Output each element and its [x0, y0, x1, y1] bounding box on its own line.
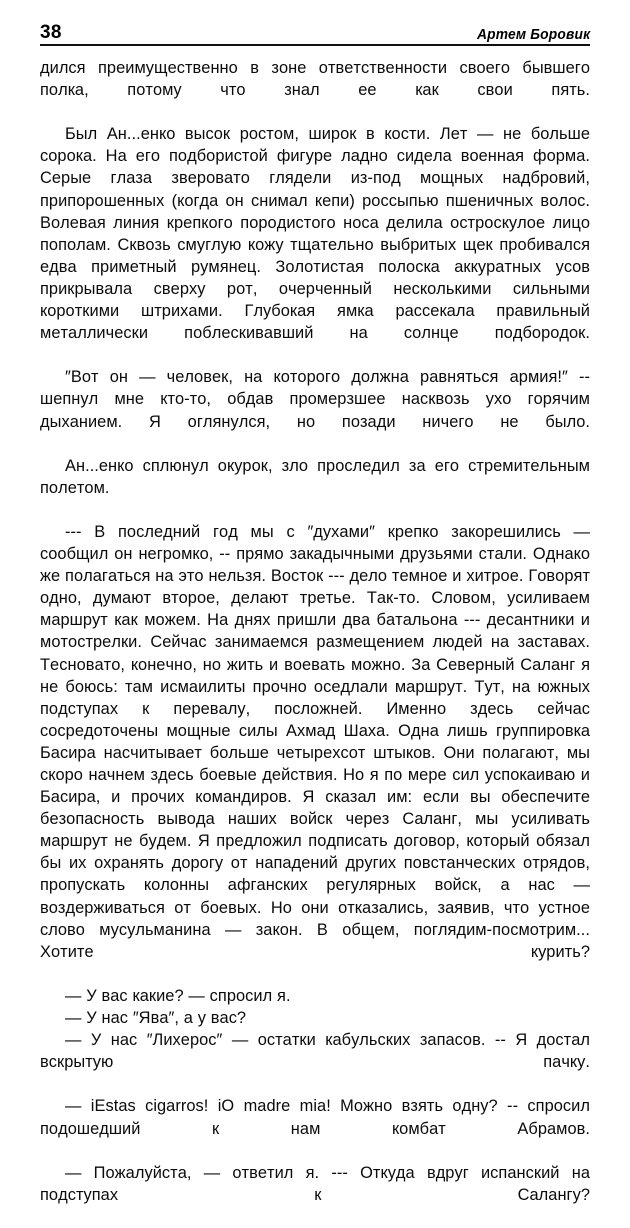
paragraph: — У вас какие? — спросил я.	[65, 986, 291, 1005]
paragraph: ″Вот он — человек, на которого должна равняться армия!″ -- шепнул мне кто-то, обдав промерзшее насквозь ухо горячим дыханием. Я оглянулся, но позади ничего не было.	[40, 368, 590, 431]
paragraph: — Пожалуйста, — ответил я. --- Откуда вдруг испанский на подступах к Салангу?	[40, 1163, 590, 1204]
header-divider	[40, 44, 590, 46]
paragraph: Был Ан...енко высок ростом, широк в кости. Лет — не больше сорока. На его подбористой фигуре ладно сидела военная форма. Серые глаза зверовато глядели из-под мощных надбровий, припорошенных (когда он снимал кепи) россыпью пшеничных волос. Волевая линия крепкого породистого носа делила остроскулое лицо пополам. Сквозь смуглую кожу тщательно выбритых щек пробивался едва приметный румянец. Золотистая полоска аккуратных усов прикрывала сверху рот, очерченный несколькими сильными короткими штрихами. Глубокая ямка рассекала правильный металлически поблескивавший на солнце подбородок.	[40, 125, 590, 343]
page-number: 38	[40, 22, 62, 43]
paragraph: дился преимущественно в зоне ответственности своего бывшего полка, потому что знал ее как свои пять.	[40, 59, 590, 100]
paragraph: — У нас ″Лихерос″ — остатки кабульских запасов. -- Я достал вскрытую пачку.	[40, 1031, 590, 1072]
paragraph: --- В последний год мы с ″духами″ крепко закорешились — сообщил он негромко, -- прямо закадычными друзьями стали. Однако же полагаться на это нельзя. Восток --- дело темное и хитрое. Говорят одно, думают второе, делают третье. Так-то. Словом, усиливаем маршрут как можем. На днях пришли два батальона --- десантники и мотострелки. Сейчас занимаемся размещением людей на заставах. Тесновато, конечно, но жить и воевать можно. За Северный Саланг я не боюсь: там исмаилиты прочно оседлали маршрут. Тут, на южных подступах к перевалу, посложней. Именно здесь сейчас сосредоточены мощные силы Ахмад Шаха. Одна лишь группировка Басира насчитывает больше четырехсот штыков. Они полагают, мы скоро начнем здесь боевые действия. Но я по мере сил успокаиваю и Басира, и прочих командиров. Я сказал им: если вы обеспечите безопасность вывода наших войск через Саланг, мы усиливать маршрут не будем. Я предложил подписать договор, который обязал бы их охранять дорогу от нападений других повстанческих отрядов, пропускать колонны афганских регулярных войск, а нас — воздерживаться от боевых. Но они отказались, заявив, что устное слово мусульманина — закон. В общем, поглядим-посмотрим... Хотите курить?	[40, 522, 590, 961]
paragraph: — iEstas cigarros! iO madre mia! Можно взять одну? -- спросил подошедший к нам комбат Абрамов.	[40, 1097, 590, 1138]
body-text	[40, 57, 590, 1228]
paragraph: — У нас ″Ява″, а у вас?	[65, 1009, 247, 1028]
paragraph: Ан...енко сплюнул окурок, зло проследил за его стремительным полетом.	[40, 456, 590, 497]
author-name: Артем Боровик	[476, 26, 590, 43]
running-head	[40, 16, 590, 42]
